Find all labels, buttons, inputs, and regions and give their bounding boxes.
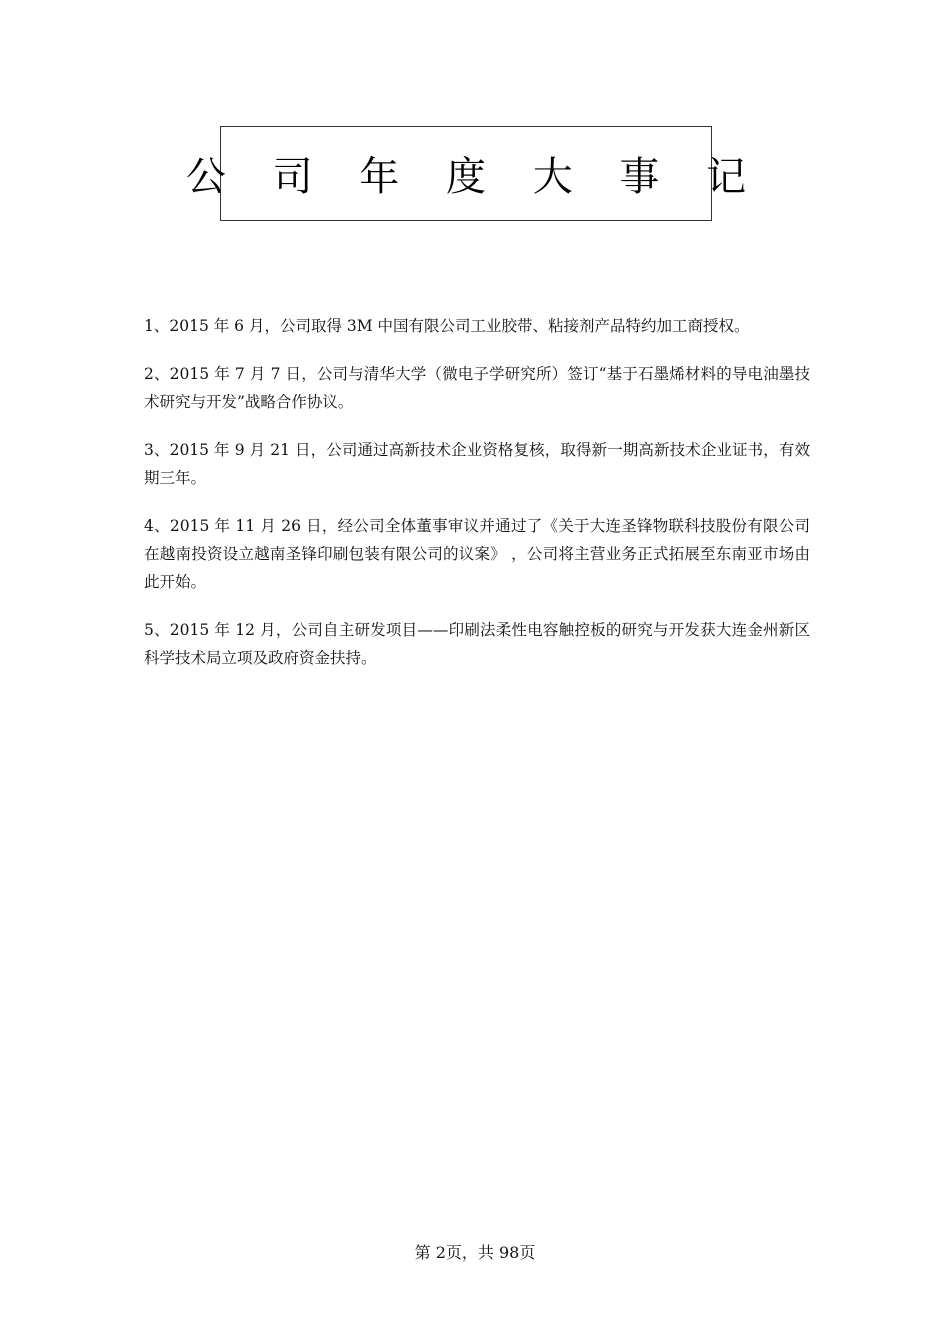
title-box bbox=[185, 126, 764, 221]
event-item-2: 2、2015 年 7 月 7 日，公司与清华大学（微电子学研究所）签订“基于石墨烯材料的导电油墨技术研究与开发”战略合作协议。 bbox=[144, 365, 810, 411]
event-item-4: 4、2015 年 11 月 26 日，经公司全体董事审议并通过了《关于大连圣锋物联科技股份有限公司在越南投资设立越南圣锋印刷包装有限公司的议案》 ，公司将主营业务正式拓展至东南亚市场由此开始。 bbox=[144, 517, 810, 591]
page-footer: 第 2页，共 98页 bbox=[414, 1243, 536, 1262]
event-item-1: 1、2015 年 6 月，公司取得 3M 中国有限公司工业胶带、粘接剂产品特约加工商授权。 bbox=[144, 317, 750, 335]
events-list bbox=[144, 312, 810, 692]
page-title: 公 司 年 度 大 事 记 bbox=[185, 154, 764, 200]
event-item-3: 3、2015 年 9 月 21 日，公司通过高新技术企业资格复核，取得新一期高新技术企业证书，有效期三年。 bbox=[144, 441, 810, 487]
event-item-5: 5、2015 年 12 月，公司自主研发项目——印刷法柔性电容触控板的研究与开发获大连金州新区科学技术局立项及政府资金扶持。 bbox=[144, 621, 810, 667]
